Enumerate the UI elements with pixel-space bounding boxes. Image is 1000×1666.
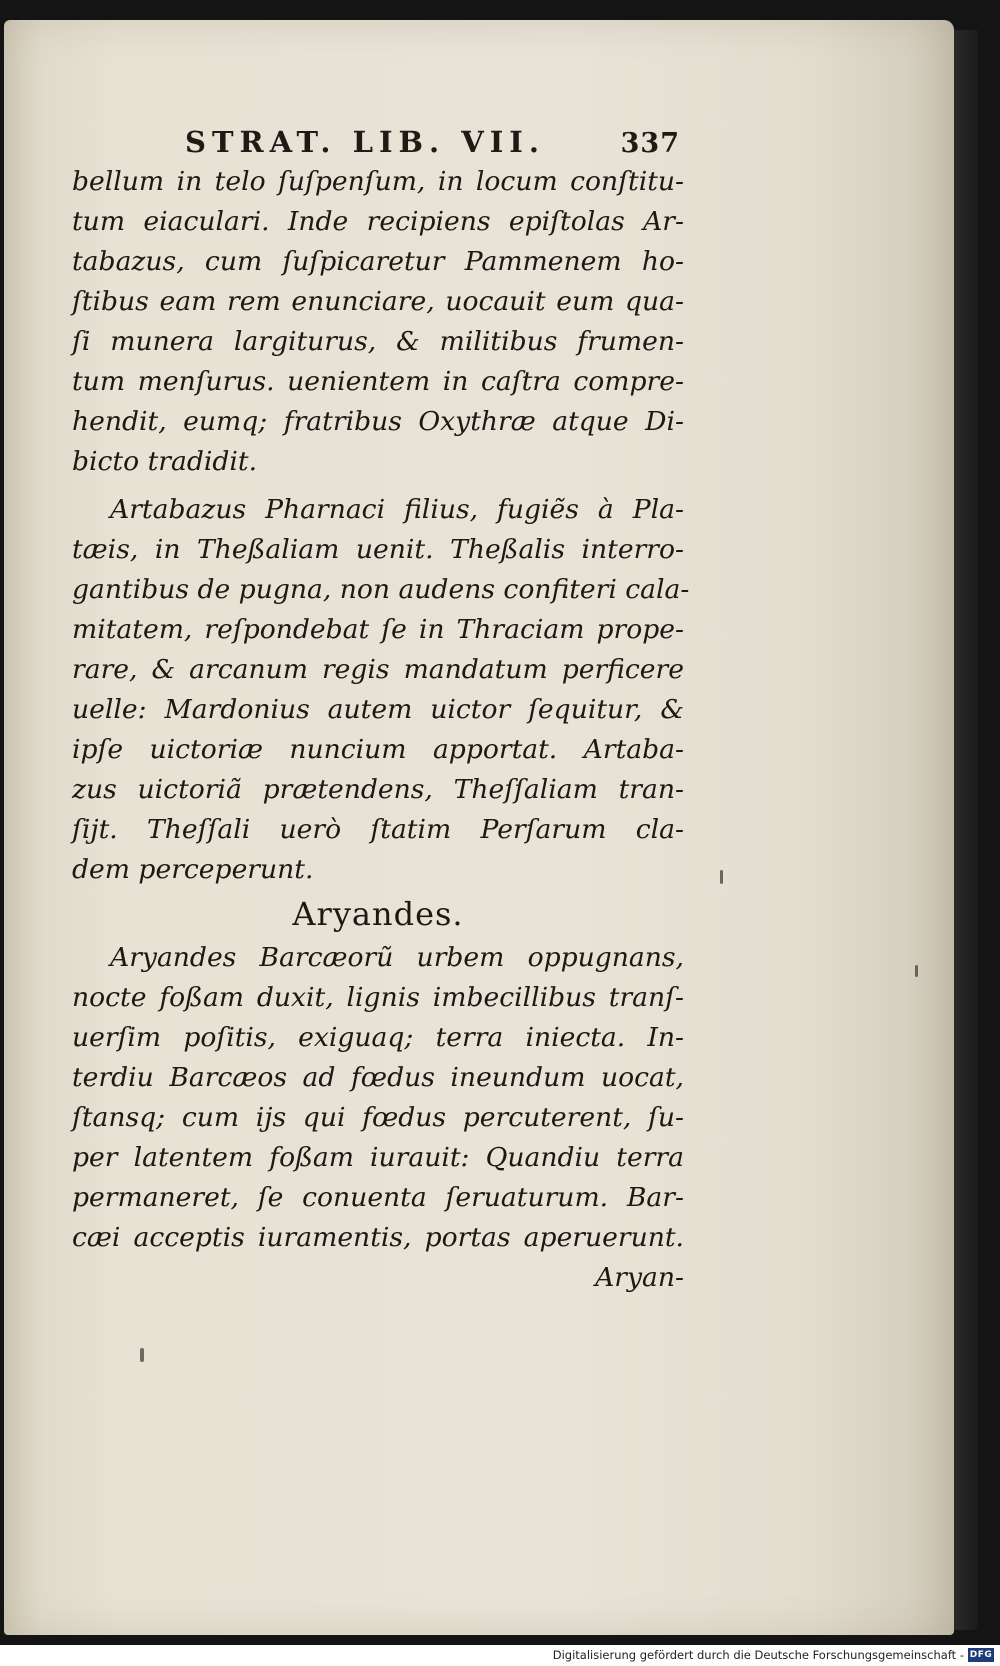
text-line: per latentem foßam iurauit: Quandiu terra (72, 1142, 684, 1173)
paper-speck (140, 1348, 144, 1362)
text-line: permaneret, ſe conuenta ſeruaturum. Bar- (72, 1182, 684, 1213)
text-line: tum menſurus. uenientem in caſtra compre- (72, 366, 684, 397)
text-line: bellum in telo ſuſpenſum, in locum conſtitu- (72, 166, 684, 197)
text-line: nocte foßam duxit, lignis imbecillibus tranſ- (72, 982, 684, 1013)
footer-credit: Digitalisierung gefördert durch die Deutsche Forschungsgemeinschaft - (552, 1648, 964, 1662)
text-line: ſijt. Theſſali uerò ſtatim Perſarum cla- (72, 814, 684, 845)
text-line: mitatem, reſpondebat ſe in Thraciam prope- (72, 614, 684, 645)
catchword: Aryan- (595, 1262, 684, 1293)
paper-speck (915, 965, 918, 977)
text-line: cæi acceptis iuramentis, portas aperuerunt. (72, 1222, 684, 1253)
text-line: gantibus de pugna, non audens confiteri cala- (72, 574, 690, 605)
text-line: Artabazus Pharnaci filius, fugiẽs à Pla- (110, 494, 684, 525)
text-line: uerſim poſitis, exiguaq; terra iniecta. In- (72, 1022, 684, 1053)
text-line: tum eiaculari. Inde recipiens epiſtolas Ar- (72, 206, 684, 237)
section-heading: Aryandes. (292, 895, 464, 933)
body-text (72, 162, 690, 1298)
dfg-logo: DFG (969, 1650, 993, 1660)
text-line: terdiu Barcæos ad fœdus ineundum uocat, (72, 1062, 684, 1093)
text-line: ſtibus eam rem enunciare, uocauit eum qua- (72, 286, 684, 317)
paper-speck (720, 870, 723, 884)
text-line: dem perceperunt. (72, 854, 314, 885)
running-title: STRAT. LIB. VII. (185, 125, 545, 159)
text-line: ſtansq; cum ijs qui fœdus percuterent, ſu- (72, 1102, 684, 1133)
text-line: ipſe uictoriæ nuncium apportat. Artaba- (72, 734, 684, 765)
text-line: uelle: Mardonius autem uictor ſequitur, & (72, 694, 684, 725)
text-line: bicto tradidit. (72, 446, 258, 477)
page-number: 337 (620, 128, 680, 159)
page-edge-shadow (954, 30, 978, 1630)
text-line: ſi munera largiturus, & militibus frumen- (72, 326, 684, 357)
running-head (185, 125, 680, 159)
text-line: hendit, eumq; fratribus Oxythræ atque Di- (72, 406, 684, 437)
text-line: rare, & arcanum regis mandatum perficere (72, 654, 684, 685)
text-line: tabazus, cum ſuſpicaretur Pammenem ho- (72, 246, 684, 277)
text-line: Aryandes Barcæorũ urbem oppugnans, (110, 942, 684, 973)
text-line: tæis, in Theßaliam uenit. Theßalis interro- (72, 534, 684, 565)
footer-bar (0, 1645, 1000, 1666)
text-line: zus uictoriã prætendens, Theſſaliam tran- (72, 774, 684, 805)
